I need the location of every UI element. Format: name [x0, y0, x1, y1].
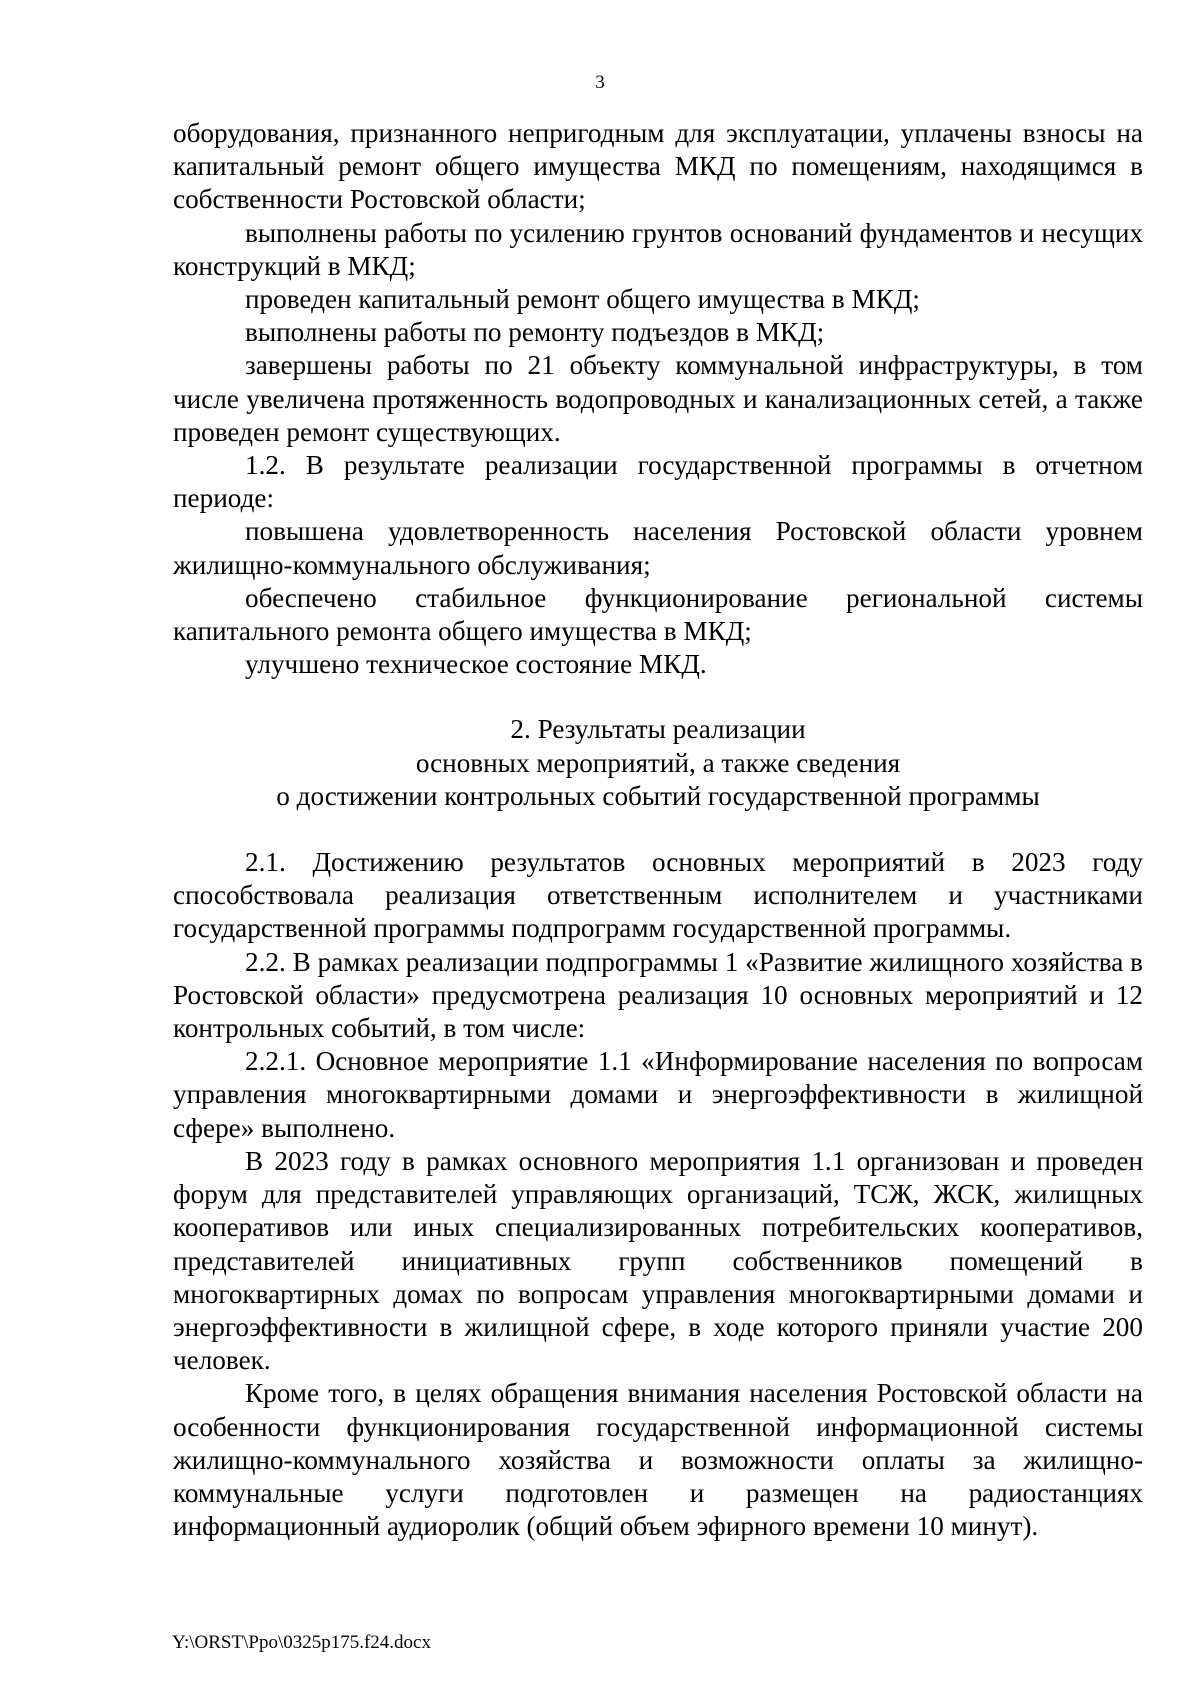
- section-heading-line: 2. Результаты реализации: [510, 714, 806, 745]
- section-heading: [173, 713, 1143, 813]
- paragraph: обеспечено стабильное функционирование региональной системы капитального ремонта общего имущества в МКД;: [173, 582, 1143, 647]
- paragraph: выполнены работы по ремонту подъездов в МКД;: [245, 317, 825, 348]
- footer-file-path: Y:\ORST\Ppo\0325p175.f24.docx: [172, 1632, 431, 1653]
- paragraph: 1.2. В результате реализации государственной программы в отчетном периоде:: [173, 450, 1143, 514]
- paragraph: повышена удовлетворенность населения Ростовской области уровнем жилищно-коммунального обслуживания;: [173, 516, 1143, 580]
- section-heading-line: о достижении контрольных событий государственной программы: [276, 780, 1040, 811]
- paragraph: Кроме того, в целях обращения внимания населения Ростовской области на особенности функционирования государственной информационной системы жилищно-коммунального хозяйства и возможности оплаты за жилищно-коммунальные услуги подготовлен и размещен на радиостанциях информационный аудиоролик (общий объем эфирного времени 10 минут).: [173, 1378, 1143, 1542]
- section-heading-line: основных мероприятий, а также сведения: [415, 747, 901, 778]
- paragraph: 2.2. В рамках реализации подпрограммы 1 «Развитие жилищного хозяйства в Ростовской области» предусмотрена реализация 10 основных мероприятий и 12 контрольных событий, в том числе:: [173, 946, 1143, 1044]
- document-body: [173, 117, 1143, 1543]
- page-number: 3: [595, 72, 605, 93]
- paragraph: выполнены работы по усилению грунтов оснований фундаментов и несущих конструкций в МКД;: [173, 217, 1143, 281]
- paragraph: В 2023 году в рамках основного мероприятия 1.1 организован и проведен форум для представителей управляющих организаций, ТСЖ, ЖСК, жилищных кооперативов или иных специализированных потребительских кооперативов, представителей инициативных групп собственников помещений в многоквартирных домах по вопросам управления многоквартирными домами и энергоэффективности в жилищной сфере, в ходе которого приняли участие 200 человек.: [173, 1145, 1143, 1376]
- paragraph: 2.1. Достижению результатов основных мероприятий в 2023 году способствовала реализация ответственным исполнителем и участниками государственной программы подпрограмм государственной программы.: [173, 847, 1143, 944]
- paragraph: улучшено техническое состояние МКД.: [245, 649, 707, 680]
- paragraph: оборудования, признанного непригодным для эксплуатации, уплачены взносы на капитальный ремонт общего имущества МКД по помещениям, находящимся в собственности Ростовской области;: [173, 118, 1143, 215]
- paragraph: 2.2.1. Основное мероприятие 1.1 «Информирование населения по вопросам управления многоквартирными домами и энергоэффективности в жилищной сфере» выполнено.: [173, 1046, 1143, 1143]
- paragraph: проведен капитальный ремонт общего имущества в МКД;: [245, 284, 920, 315]
- paragraph: завершены работы по 21 объекту коммунальной инфраструктуры, в том числе увеличена протяженность водопроводных и канализационных сетей, а также проведен ремонт существующих.: [173, 350, 1143, 447]
